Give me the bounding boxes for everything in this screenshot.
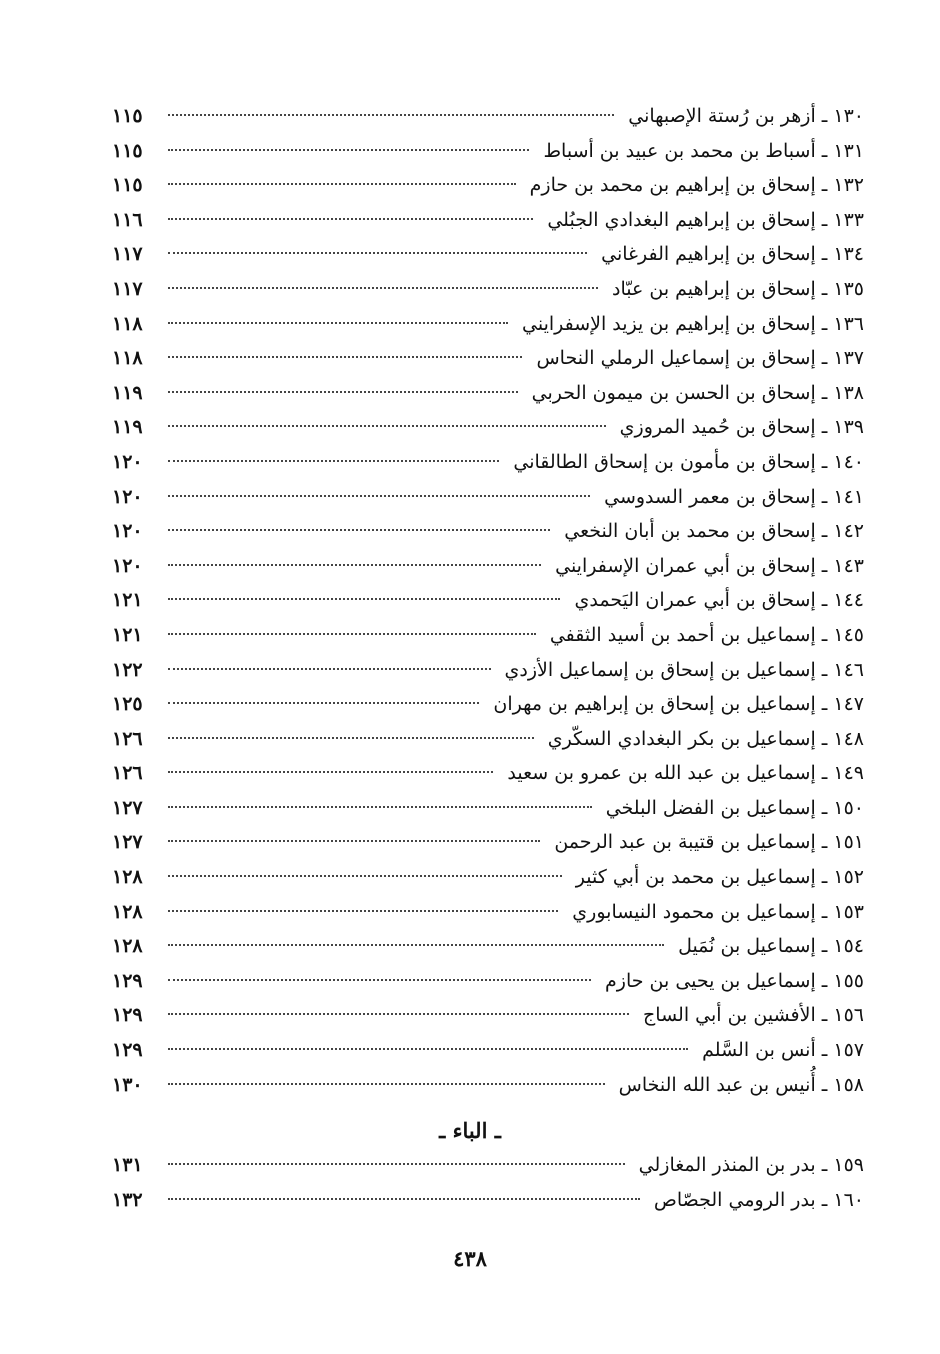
entry-page-number: ١٢٠: [112, 485, 143, 508]
toc-entry: [112, 1183, 864, 1218]
entry-page-number: ١١٩: [112, 381, 143, 404]
toc-entry: [112, 410, 864, 445]
entry-page-number: ١٢٦: [112, 727, 143, 750]
entry-page-number: ١٢٧: [112, 831, 143, 854]
dot-leader: [168, 910, 558, 912]
dot-leader: [168, 668, 491, 670]
dot-leader: [168, 771, 493, 773]
entry-title: ١٥٢ ـ إسماعيل بن محمد بن أبي كثير: [575, 866, 864, 889]
toc-entry: [112, 618, 864, 653]
entry-page-number: ١٣١: [112, 1154, 143, 1176]
entry-title: ١٤٥ ـ إسماعيل بن أحمد بن أسيد الثقفي: [549, 623, 864, 646]
dot-leader: [168, 529, 550, 531]
entry-page-number: ١٢٨: [112, 866, 143, 889]
dot-leader: [168, 495, 590, 497]
dot-leader: [168, 840, 540, 842]
entry-title: ١٥٥ ـ إسماعيل بن يحيى بن حازم: [605, 969, 864, 992]
entry-page-number: ١٣٢: [112, 1188, 143, 1211]
dot-leader: [168, 1048, 688, 1050]
entry-title: ١٣٥ ـ إسحاق بن إبراهيم بن عبّاد: [612, 277, 864, 300]
toc-entry: [112, 687, 864, 722]
entry-title: ١٤٩ ـ إسماعيل بن عبد الله بن عمرو بن سعيد: [507, 762, 864, 785]
entry-title: ١٥١ ـ إسماعيل بن قتيبة بن عبد الرحمن: [554, 831, 864, 854]
entry-title: ١٣٧ ـ إسحاق بن إسماعيل الرملي النحاس: [536, 347, 864, 370]
entry-page-number: ١٢٥: [112, 693, 143, 716]
entry-page-number: ١٢٩: [112, 1004, 143, 1027]
entry-title: ١٤٤ ـ إسحاق بن أبي عمران اليَحمدي: [574, 589, 864, 612]
dot-leader: [168, 1083, 605, 1085]
dot-leader: [168, 737, 534, 739]
entry-title: ١٥٨ ـ أُنيس بن عبد الله النخاس: [618, 1073, 864, 1096]
entry-title: ١٤١ ـ إسحاق بن معمر السدوسي: [604, 485, 864, 508]
toc-entry: [112, 653, 864, 688]
entry-page-number: ١٢٠: [112, 554, 143, 577]
entry-page-number: ١١٥: [112, 174, 143, 197]
entry-page-number: ١١٨: [112, 347, 143, 370]
entry-title: ١٣٠ ـ أزهر بن رُستة الإصبهاني: [628, 105, 864, 127]
dot-leader: [168, 564, 541, 566]
toc-entry: [112, 134, 864, 169]
toc-entry: [112, 1033, 864, 1068]
dot-leader: [168, 1163, 625, 1165]
toc-entry: [112, 860, 864, 895]
section-heading: ـ الباء ـ: [439, 1118, 501, 1143]
dot-leader: [168, 252, 587, 254]
toc-entry: [112, 549, 864, 584]
dot-leader: [168, 391, 518, 393]
toc-entry: [112, 895, 864, 930]
dot-leader: [168, 979, 591, 981]
toc-entry: [112, 756, 864, 791]
dot-leader: [168, 633, 536, 635]
dot-leader: [168, 114, 614, 116]
entry-page-number: ١١٧: [112, 243, 143, 266]
toc-entry: [112, 722, 864, 757]
entry-title: ١٥٦ ـ الأفشين بن أبي الساج: [643, 1004, 864, 1027]
toc-entry: [112, 964, 864, 999]
toc-entry: [112, 99, 864, 134]
entry-title: ١٥٤ ـ إسماعيل بن نُمَيل: [678, 935, 864, 958]
dot-leader: [168, 183, 516, 185]
dot-leader: [168, 1013, 629, 1015]
entry-page-number: ١١٥: [112, 105, 143, 127]
dot-leader: [168, 806, 592, 808]
entry-title: ١٤٦ ـ إسماعيل بن إسحاق بن إسماعيل الأزدي: [504, 658, 864, 681]
entry-title: ١٥٠ ـ إسماعيل بن الفضل البلخي: [605, 796, 864, 819]
toc-entry: [112, 341, 864, 376]
dot-leader: [168, 875, 562, 877]
dot-leader: [168, 598, 560, 600]
entry-title: ١٣١ ـ أسباط بن محمد بن عبيد بن أسباط: [543, 139, 864, 162]
toc-entry: [112, 1148, 864, 1183]
dot-leader: [168, 1198, 640, 1200]
page-number: ٤٣٨: [453, 1246, 487, 1271]
dot-leader: [168, 149, 529, 151]
entry-title: ١٣٢ ـ إسحاق بن إبراهيم بن محمد بن حازم: [529, 174, 864, 197]
dot-leader: [168, 944, 664, 946]
entry-page-number: ١١٨: [112, 312, 143, 335]
dot-leader: [168, 218, 533, 220]
entry-title: ١٥٧ ـ أنس بن السَّلم: [702, 1039, 864, 1062]
entry-page-number: ١٢٩: [112, 1039, 143, 1062]
entry-page-number: ١٢٩: [112, 969, 143, 992]
toc-entry: [112, 445, 864, 480]
toc-entry: [112, 307, 864, 342]
toc-list-ba: [112, 1148, 864, 1217]
entry-title: ١٣٤ ـ إسحاق بن إبراهيم الفرغاني: [601, 243, 864, 266]
entry-title: ١٣٦ ـ إسحاق بن إبراهيم بن يزيد الإسفرايني: [522, 312, 864, 335]
entry-page-number: ١٢٦: [112, 762, 143, 785]
entry-title: ١٤٢ ـ إسحاق بن محمد بن أبان النخعي: [564, 520, 864, 543]
dot-leader: [168, 702, 479, 704]
toc-entry: [112, 376, 864, 411]
toc-entry: [112, 272, 864, 307]
toc-entry: [112, 237, 864, 272]
toc-entry: [112, 583, 864, 618]
entry-page-number: ١٢١: [112, 589, 143, 612]
toc-entry: [112, 998, 864, 1033]
toc-entry: [112, 825, 864, 860]
entry-title: ١٤٠ ـ إسحاق بن مأمون بن إسحاق الطالقاني: [513, 450, 864, 473]
entry-page-number: ١٢٠: [112, 520, 143, 543]
entry-page-number: ١٣٠: [112, 1073, 143, 1096]
entry-title: ١٦٠ ـ بدر الرومي الجصّاص: [653, 1188, 864, 1211]
entry-page-number: ١١٧: [112, 277, 143, 300]
entry-page-number: ١١٩: [112, 416, 143, 439]
entry-page-number: ١٢٢: [112, 658, 143, 681]
entry-page-number: ١٢٨: [112, 935, 143, 958]
entry-page-number: ١١٦: [112, 208, 143, 231]
toc-entry: [112, 1068, 864, 1103]
entry-page-number: ١١٥: [112, 139, 143, 162]
toc-entry: [112, 168, 864, 203]
entry-page-number: ١٢٨: [112, 900, 143, 923]
entry-title: ١٥٣ ـ إسماعيل بن محمود النيسابوري: [572, 900, 864, 923]
entry-title: ١٤٨ ـ إسماعيل بن بكر البغدادي السكّري: [547, 727, 864, 750]
entry-title: ١٣٩ ـ إسحاق بن حُميد المروزي: [619, 416, 864, 439]
entry-page-number: ١٢٧: [112, 796, 143, 819]
dot-leader: [168, 287, 598, 289]
toc-entry: [112, 929, 864, 964]
entry-page-number: ١٢١: [112, 623, 143, 646]
dot-leader: [168, 322, 508, 324]
toc-list-alif: [112, 99, 864, 1102]
toc-entry: [112, 791, 864, 826]
toc-entry: [112, 480, 864, 515]
toc-entry: [112, 514, 864, 549]
dot-leader: [168, 460, 499, 462]
entry-page-number: ١٢٠: [112, 450, 143, 473]
entry-title: ١٤٣ ـ إسحاق بن أبي عمران الإسفرايني: [555, 554, 864, 577]
entry-title: ١٥٩ ـ بدر بن المنذر المغازلي: [638, 1154, 864, 1176]
entry-title: ١٣٨ ـ إسحاق بن الحسن بن ميمون الحربي: [531, 381, 864, 404]
dot-leader: [168, 356, 522, 358]
entry-title: ١٣٣ ـ إسحاق بن إبراهيم البغدادي الجبُلي: [547, 208, 864, 231]
toc-entry: [112, 203, 864, 238]
dot-leader: [168, 425, 606, 427]
entry-title: ١٤٧ ـ إسماعيل بن إسحاق بن إبراهيم بن مهران: [493, 693, 864, 716]
